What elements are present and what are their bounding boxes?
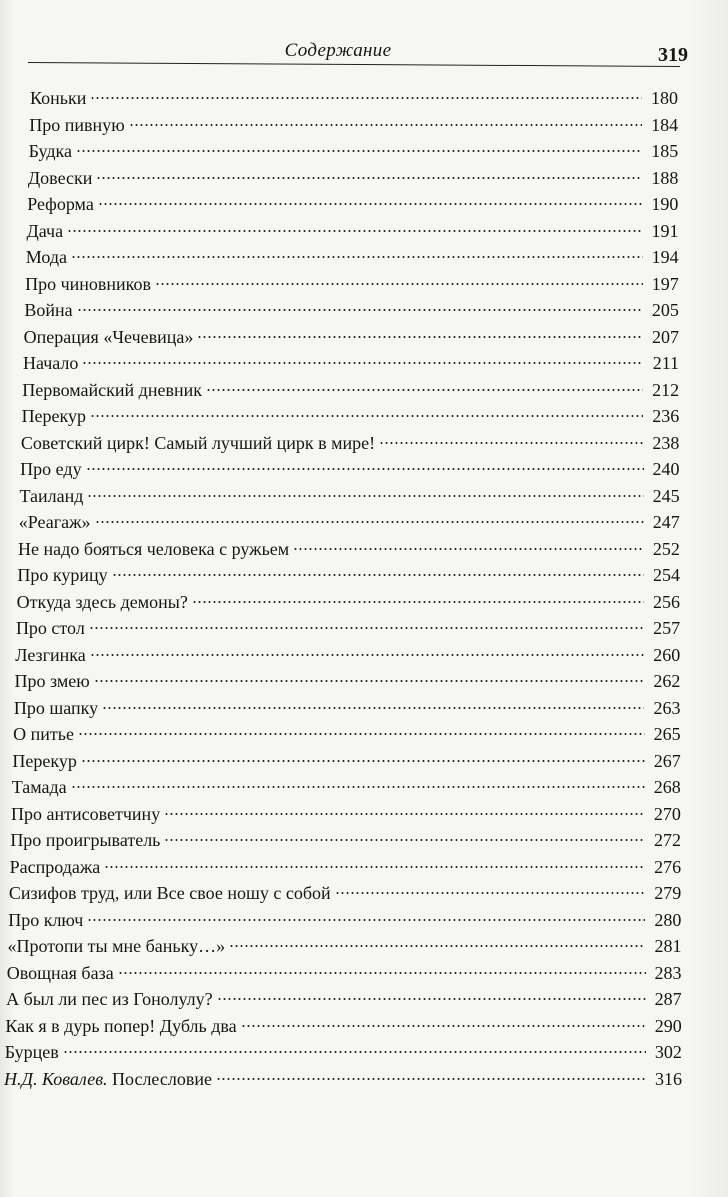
toc-entry: [23, 353, 679, 380]
toc-entry: [10, 830, 681, 857]
toc-entry: [26, 247, 679, 274]
toc-entry-title: Перекур: [12, 750, 77, 771]
toc-entry: [22, 406, 680, 433]
toc-entry-page: 270: [653, 803, 681, 824]
header-rule: [28, 62, 680, 67]
toc-entry-page: 268: [653, 777, 681, 797]
dot-leader: [98, 202, 643, 206]
toc-entry: [24, 327, 679, 354]
dot-leader: [94, 679, 645, 683]
dot-leader: [96, 176, 642, 180]
dot-leader: [77, 308, 643, 312]
dot-leader: [102, 706, 644, 710]
toc-entry-page: 180: [651, 88, 678, 108]
toc-entry-page: 260: [653, 644, 681, 665]
toc-entry-page: 191: [651, 220, 679, 241]
toc-entry-page: 265: [653, 724, 681, 744]
toc-entry-page: 281: [654, 936, 682, 956]
toc-entry-page: 211: [652, 353, 680, 373]
toc-entry-title: Про чиновников: [25, 273, 151, 294]
toc-entry-title: Про проигрыватель: [10, 830, 161, 850]
dot-leader: [229, 944, 645, 948]
toc-entry: [5, 1016, 681, 1043]
toc-entry: [30, 88, 678, 115]
toc-entry: [29, 141, 679, 168]
toc-entry-title: Про курицу: [17, 565, 108, 585]
toc-entry: [12, 777, 681, 804]
toc-entry-title: О питье: [13, 724, 74, 744]
dot-leader: [335, 891, 646, 895]
toc-entry-page: 316: [655, 1068, 682, 1089]
toc-entry: [25, 274, 679, 301]
toc-entry: [28, 168, 678, 195]
page-header: [28, 40, 688, 70]
dot-leader: [67, 229, 642, 233]
toc-entry-page: 276: [654, 856, 682, 877]
toc-entry: [27, 194, 678, 221]
toc-entry-title: Будка: [28, 141, 72, 161]
toc-entry-title: Про шапку: [13, 697, 99, 718]
toc-entry-title: Про еду: [20, 459, 82, 479]
toc-entry: [15, 645, 680, 672]
toc-entry-page: 257: [653, 618, 681, 638]
toc-entry: [6, 989, 682, 1016]
toc-entry: [5, 1042, 682, 1069]
dot-leader: [90, 96, 642, 100]
toc-entry: [7, 963, 682, 990]
toc-entry-page: 212: [652, 379, 680, 400]
toc-entry-title: [4, 1069, 212, 1090]
toc-entry-page: 302: [654, 1042, 682, 1062]
dot-leader: [118, 971, 646, 975]
toc-entry-page: 190: [651, 194, 679, 214]
toc-entry-title-text: Послесловие: [112, 1068, 212, 1089]
toc-entry-title: Начало: [22, 353, 79, 373]
toc-entry-title: Откуда здесь демоны?: [16, 591, 188, 612]
dot-leader: [155, 282, 643, 286]
dot-leader: [197, 335, 643, 339]
toc-entry-author: Н.Д. Ковалев.: [4, 1068, 108, 1089]
dot-leader: [90, 653, 645, 657]
dot-leader: [216, 1077, 646, 1081]
dot-leader: [293, 547, 644, 551]
toc-entry-title: Распродажа: [9, 856, 101, 877]
toc-entry-title: Не надо бояться человека с ружьем: [18, 538, 290, 559]
dot-leader: [129, 123, 642, 127]
dot-leader: [217, 997, 646, 1001]
toc-entry-title: Сизифов труд, или Все свое ношу с собой: [8, 883, 331, 903]
toc-entry-title: Реформа: [27, 194, 94, 214]
toc-entry: [24, 300, 678, 327]
toc-entry-title: Тамада: [11, 777, 67, 797]
toc-entry-title: «Протопи ты мне баньку…»: [7, 936, 226, 956]
toc-entry-page: 283: [654, 962, 682, 983]
toc-entry-page: 252: [652, 538, 680, 559]
toc-entry-page: 240: [652, 459, 680, 479]
dot-leader: [81, 759, 645, 763]
toc-entry-page: 254: [652, 565, 680, 585]
toc-entry: [18, 539, 680, 566]
dot-leader: [95, 520, 644, 524]
page-number: 319: [658, 44, 688, 66]
toc-entry: [10, 857, 682, 884]
toc-entry-title: Про пивную: [29, 114, 125, 135]
toc-entry-title: Про змею: [14, 671, 90, 691]
toc-entry-title: Про стол: [15, 618, 85, 638]
toc-entry-title: Овощная база: [6, 962, 114, 983]
toc-entry: [20, 459, 679, 486]
toc-entry: [26, 221, 678, 248]
toc-entry: [17, 565, 680, 592]
toc-entry: [19, 512, 680, 539]
toc-entry-page: 207: [651, 326, 679, 347]
toc-entry: [9, 883, 681, 910]
toc-entry-title: Бурцев: [4, 1042, 59, 1062]
dot-leader: [78, 732, 645, 736]
toc-entry: [21, 433, 680, 460]
toc-entry-page: 185: [651, 141, 679, 161]
toc-entry-page: 188: [651, 167, 679, 188]
toc-entry-page: 267: [653, 750, 681, 771]
toc-entry-page: 279: [654, 883, 682, 903]
toc-entry: [19, 486, 679, 513]
toc-entry-page: 272: [654, 830, 681, 850]
toc-entry-title: Первомайский дневник: [22, 379, 202, 400]
toc-entry-page: 287: [654, 989, 682, 1009]
dot-leader: [104, 865, 645, 869]
toc-entry: [12, 751, 680, 778]
toc-entry-page: 280: [654, 909, 682, 930]
toc-entry-title: Довески: [27, 167, 93, 188]
toc-entry-page: 290: [654, 1015, 682, 1036]
dot-leader: [164, 838, 645, 842]
toc-entry: [4, 1069, 682, 1096]
toc-entry-page: 262: [653, 671, 681, 691]
toc-entry: [14, 698, 681, 725]
dot-leader: [87, 494, 643, 498]
toc-entry-page: 238: [652, 432, 680, 453]
dot-leader: [71, 255, 643, 259]
toc-entry-title: Как я в дурь попер! Дубль два: [5, 1015, 237, 1036]
toc-entry-title: Про антисоветчину: [11, 803, 161, 824]
toc-entry: [8, 936, 682, 963]
toc-entry-title: Мода: [25, 247, 67, 267]
toc-entry: [17, 592, 680, 619]
dot-leader: [206, 388, 643, 392]
toc-entry: [29, 115, 678, 142]
toc-entry-title: Советский цирк! Самый лучший цирк в мире!: [20, 432, 376, 453]
dot-leader: [82, 361, 643, 365]
dot-leader: [86, 467, 644, 471]
toc-entry-page: 236: [652, 406, 680, 426]
dot-leader: [379, 441, 643, 445]
toc-entry-title: Перекур: [21, 406, 87, 426]
toc-entry-title: Лезгинка: [15, 644, 86, 665]
toc-entry-title: Дача: [26, 220, 64, 241]
toc-entry-title: «Реагаж»: [18, 512, 91, 532]
running-title: Содержание: [284, 40, 392, 61]
dot-leader: [90, 414, 643, 418]
dot-leader: [89, 626, 644, 630]
toc-entry: [8, 910, 681, 937]
toc-entry-page: 197: [651, 273, 679, 294]
toc-entry-page: 247: [652, 512, 680, 532]
toc-entry-title: Война: [24, 300, 73, 320]
toc-entry-page: 256: [653, 591, 681, 612]
dot-leader: [241, 1024, 646, 1028]
dot-leader: [76, 149, 642, 153]
toc-entry: [16, 618, 680, 645]
toc-entry-page: 205: [651, 300, 679, 320]
toc-entry-page: 184: [651, 114, 679, 135]
toc-entry-title: Про ключ: [8, 909, 84, 930]
dot-leader: [63, 1050, 646, 1054]
dot-leader: [87, 918, 645, 922]
dot-leader: [164, 812, 645, 816]
dot-leader: [112, 573, 644, 577]
toc-entry-title: Коньки: [30, 88, 87, 108]
toc-entry-title: Таиланд: [19, 485, 84, 506]
toc-entry-title: А был ли пес из Гонолулу?: [6, 989, 213, 1009]
dot-leader: [192, 600, 644, 604]
dot-leader: [71, 785, 645, 789]
toc-entry-page: 194: [651, 247, 679, 267]
toc-entry: [15, 671, 681, 698]
toc-entry-page: 263: [653, 697, 681, 718]
toc-entry-title: Операция «Чечевица»: [23, 326, 194, 347]
toc-entry: [22, 380, 679, 407]
toc-entry: [11, 804, 681, 831]
toc-entry: [13, 724, 680, 751]
toc-entry-page: 245: [652, 485, 680, 506]
